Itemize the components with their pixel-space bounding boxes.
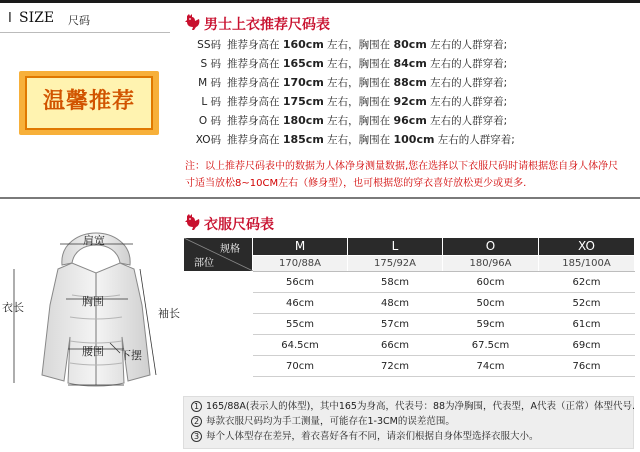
recommend-note [185, 158, 635, 192]
recommend-row-code: SS码 [197, 39, 221, 51]
diagram-label-chest: 胸围 [82, 295, 104, 308]
table-cell: 50cm [443, 293, 539, 314]
row-label: 袖长 [184, 335, 253, 356]
recommend-row-chest: 100cm [393, 133, 435, 146]
recommend-row-prefix: 推荐身高在 [227, 77, 280, 89]
section-divider [0, 197, 640, 199]
rooster-icon [183, 213, 201, 231]
table-cell: 72cm [348, 356, 443, 377]
footnote-text: 每个人体型存在差异，着衣喜好各有不同，请亲们根据自身体型选择衣服大小。 [206, 431, 539, 442]
footnote-number: 2 [191, 416, 202, 427]
recommend-row-code: XO码 [195, 134, 221, 146]
recommend-row-chest: 84cm [393, 57, 427, 70]
recommend-row-chest: 80cm [393, 38, 427, 51]
recommend-row-suffix: 左右的人群穿着; [430, 58, 508, 70]
recommend-title: 男士上衣推荐尺码表 [204, 17, 330, 33]
table-cell: 76cm [539, 356, 635, 377]
section-header [0, 3, 170, 33]
jacket-diagram [0, 225, 180, 400]
recommend-list [183, 37, 603, 151]
size-code-cell: M [253, 238, 348, 256]
recommend-row-prefix: 推荐身高在 [227, 96, 280, 108]
table-corner [184, 238, 253, 272]
recommend-row [183, 37, 603, 56]
recommend-row-code: S 码 [200, 58, 221, 70]
jacket-illustration [0, 225, 180, 400]
size-chart-table [183, 237, 635, 377]
recommend-row [183, 94, 603, 113]
recommend-row-height: 160cm [282, 38, 324, 51]
table-cell: 57cm [348, 314, 443, 335]
recommend-row-suffix: 左右的人群穿着; [430, 115, 508, 127]
table-row-hem [184, 314, 635, 335]
recommend-row-chest: 88cm [393, 76, 427, 89]
recommend-row-code: M 码 [198, 77, 221, 89]
rooster-icon [183, 13, 201, 31]
table-cell: 58cm [348, 272, 443, 293]
recommend-row-chest: 96cm [393, 114, 427, 127]
recommend-row-suffix: 左右的人群穿着; [430, 77, 508, 89]
recommend-row-height: 180cm [282, 114, 324, 127]
recommend-row [183, 132, 603, 151]
footnote-text: 165/88A(表示人的体型)，其中165为身高，代表号：88为净胸围，代表型，A代表（正常）体型代号. [206, 401, 636, 412]
recommend-row [183, 113, 603, 132]
table-cell: 70cm [253, 356, 348, 377]
promo-badge-label: 温馨推荐 [42, 89, 135, 114]
footnote-item [191, 429, 633, 444]
table-cell: 61cm [539, 314, 635, 335]
footnote-item [191, 414, 633, 429]
header-bar-mark: I [8, 11, 12, 26]
table-row-chest [184, 272, 635, 293]
footnote-number: 1 [191, 401, 202, 412]
row-label: 衣长 [184, 356, 253, 377]
recommend-row-chest: 92cm [393, 95, 427, 108]
recommend-row-code: O 码 [198, 115, 221, 127]
recommend-row-suffix: 左右的人群穿着; [430, 39, 508, 51]
recommend-row-mid: 左右，胸围在 [327, 58, 391, 70]
diagram-label-length: 衣长 [2, 301, 24, 314]
recommend-row-code: L 码 [201, 96, 221, 108]
recommend-note-line1: 注：以上推荐尺码表中的数据为人体净身测量数据,您在选择以下衣服尺码时请根据您自身人体净尺 [185, 161, 619, 172]
size-code-cell: O [443, 238, 539, 256]
row-label: 肩宽 [184, 293, 253, 314]
size-spec-cell: 185/100A [539, 255, 635, 272]
corner-spec-label: 规格 [220, 244, 240, 255]
table-row-sleeve [184, 335, 635, 356]
row-label: 下摆 [184, 314, 253, 335]
size-code-cell: L [348, 238, 443, 256]
recommend-row-height: 170cm [282, 76, 324, 89]
recommend-row-mid: 左右，胸围在 [327, 134, 391, 146]
diagram-label-hem: 下摆 [120, 349, 142, 362]
table-cell: 46cm [253, 293, 348, 314]
recommend-row-prefix: 推荐身高在 [227, 39, 280, 51]
table-cell: 69cm [539, 335, 635, 356]
table-cell: 62cm [539, 272, 635, 293]
size-code-row [184, 238, 635, 256]
table-row-shoulder [184, 293, 635, 314]
row-label: 胸围 [184, 272, 253, 293]
size-spec-cell: 180/96A [443, 255, 539, 272]
recommend-row-mid: 左右，胸围在 [327, 39, 391, 51]
recommend-row-height: 185cm [282, 133, 324, 146]
header-title-cn: 尺码 [68, 14, 90, 27]
table-cell: 52cm [539, 293, 635, 314]
recommend-note-line2: 寸适当放松8~10CM左右（修身型），也可根据您的穿衣喜好放松更少或更多. [185, 178, 527, 189]
recommend-row-height: 165cm [282, 57, 324, 70]
header-title-en: SIZE [19, 10, 55, 26]
recommend-row-height: 175cm [282, 95, 324, 108]
size-spec-cell: 175/92A [348, 255, 443, 272]
table-cell: 74cm [443, 356, 539, 377]
recommend-row-prefix: 推荐身高在 [227, 115, 280, 127]
recommend-row-mid: 左右，胸围在 [327, 96, 391, 108]
table-cell: 64.5cm [253, 335, 348, 356]
table-cell: 48cm [348, 293, 443, 314]
table-cell: 56cm [253, 272, 348, 293]
size-code-cell: XO [539, 238, 635, 256]
corner-part-label: 部位 [194, 258, 214, 269]
table-cell: 67.5cm [443, 335, 539, 356]
size-spec-cell: 170/88A [253, 255, 348, 272]
recommend-row-suffix: 左右的人群穿着; [430, 96, 508, 108]
recommend-row [183, 75, 603, 94]
chart-title: 衣服尺码表 [204, 217, 274, 233]
recommend-row-prefix: 推荐身高在 [227, 58, 280, 70]
recommend-row-suffix: 左右的人群穿着; [437, 134, 515, 146]
diagram-label-sleeve: 袖长 [158, 307, 180, 320]
recommend-row-mid: 左右，胸围在 [327, 115, 391, 127]
table-cell: 59cm [443, 314, 539, 335]
table-cell: 55cm [253, 314, 348, 335]
diagram-label-shoulder: 肩宽 [83, 234, 105, 247]
recommend-row [183, 56, 603, 75]
diagram-label-waist: 腰围 [82, 345, 104, 358]
table-cell: 66cm [348, 335, 443, 356]
footnote-item [191, 399, 636, 414]
table-row-length [184, 356, 635, 377]
table-cell: 60cm [443, 272, 539, 293]
recommend-row-prefix: 推荐身高在 [227, 134, 280, 146]
footnotes [183, 396, 634, 449]
promo-badge [19, 71, 159, 135]
footnote-number: 3 [191, 431, 202, 442]
recommend-row-mid: 左右，胸围在 [327, 77, 391, 89]
footnote-text: 每款衣服尺码均为手工测量，可能存在1-3CM的误差范围。 [206, 416, 455, 427]
